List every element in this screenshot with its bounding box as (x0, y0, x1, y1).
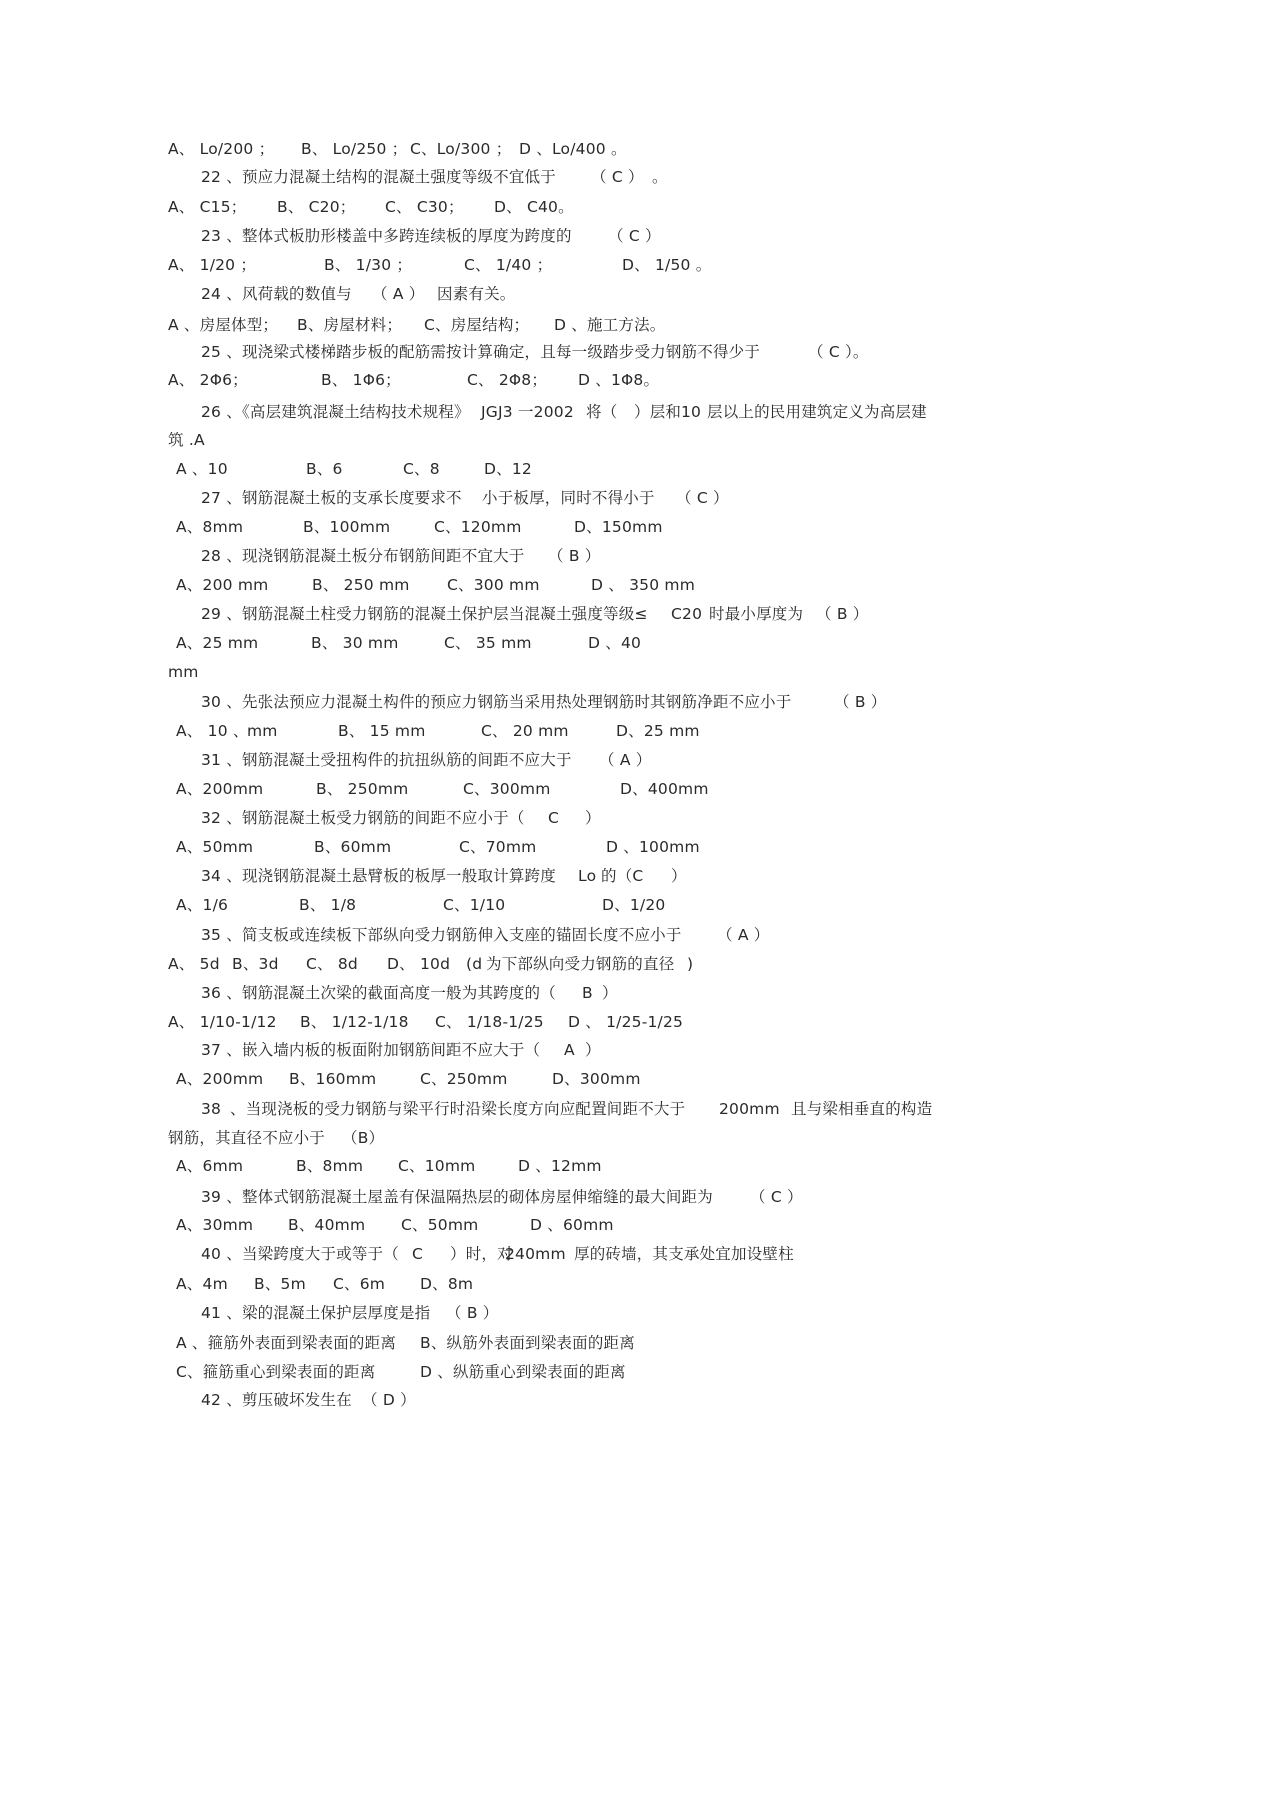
line-text-segment: ） (585, 1041, 601, 1059)
line-text-segment: （ C ） (591, 168, 644, 186)
line-text-segment: A、 C15； (168, 198, 247, 216)
line-text-segment: A、200 mm (176, 576, 269, 594)
line-text-segment: 29 、钢筋混凝土柱受力钢筋的混凝土保护层当混凝土强度等级≤ (201, 605, 648, 623)
line-text-segment: B、100mm (303, 518, 391, 536)
line-text-segment: C、箍筋重心到梁表面的距离 (176, 1363, 376, 1381)
line-text-segment: D 、100mm (606, 838, 700, 856)
line-text-segment: A、25 mm (176, 634, 259, 652)
line-text-segment: C、300mm (463, 780, 551, 798)
line-text-segment: C、 8d (306, 955, 358, 973)
line-text-segment: C20 (671, 605, 703, 623)
line-text-segment: D 、40 (588, 634, 642, 652)
line-text-segment: （B） (342, 1129, 385, 1147)
line-text-segment: D、1/20 (602, 896, 666, 914)
line-text-segment: ) (687, 955, 694, 973)
line-text-segment: 时最小厚度为 (709, 605, 804, 623)
line-text-segment: B、 1/12-1/18 (300, 1013, 409, 1031)
line-text-segment: B、8mm (296, 1157, 364, 1175)
line-text-segment: (d (466, 955, 483, 973)
line-text-segment: （ C ）。 (808, 343, 869, 361)
line-text-segment: B、160mm (289, 1070, 377, 1088)
line-text-segment: D、150mm (574, 518, 663, 536)
line-text-segment: 厚的砖墙，其支承处宜加设壁柱 (574, 1245, 794, 1263)
line-text-segment: （ A ） (372, 285, 425, 303)
line-text-segment: ）层和 (634, 403, 682, 421)
line-text-segment: 27 、钢筋混凝土板的支承长度要求不 (201, 489, 462, 507)
line-text-segment: D 、Lo/400 。 (519, 140, 627, 158)
line-text-segment: 34 、现浇钢筋混凝土悬臂板的板厚一般取计算跨度 (201, 867, 556, 885)
line-text-segment: 因素有关。 (437, 285, 516, 303)
line-text-segment: 筑 .A (168, 431, 205, 449)
line-text-segment: D、300mm (552, 1070, 641, 1088)
line-text-segment: A 、箍筋外表面到梁表面的距离 (176, 1334, 397, 1352)
line-text-segment: （ A ） (717, 926, 770, 944)
line-text-segment: （ C ） (676, 489, 729, 507)
line-text-segment: B、 30 mm (311, 634, 399, 652)
line-text-segment: C、 1/40 ； (464, 256, 553, 274)
line-text-segment: D 、12mm (518, 1157, 602, 1175)
line-text-segment: B、 15 mm (338, 722, 426, 740)
line-text-segment: B、房屋材料； (297, 316, 403, 334)
line-text-segment: （ B ） (548, 547, 601, 565)
line-text-segment: 22 、预应力混凝土结构的混凝土强度等级不宜低于 (201, 168, 556, 186)
line-text-segment: A、8mm (176, 518, 244, 536)
line-text-segment: JGJ3 一2002 (481, 403, 574, 421)
line-text-segment: D、25 mm (616, 722, 700, 740)
line-text-segment: （ B ） (816, 605, 869, 623)
line-text-segment: D、 10d (387, 955, 451, 973)
line-text-segment: C、300 mm (447, 576, 540, 594)
line-text-segment: 25 、现浇梁式楼梯踏步板的配筋需按计算确定，且每一级踏步受力钢筋不得少于 (201, 343, 761, 361)
line-text-segment: D、8m (420, 1275, 474, 1293)
line-text-segment: C、 2Φ8； (467, 371, 548, 389)
line-text-segment: mm (247, 722, 278, 740)
line-text-segment: A 、10 (176, 460, 228, 478)
line-text-segment: A (564, 1041, 575, 1059)
line-text-segment: A、4m (176, 1275, 228, 1293)
line-text-segment: A、1/6 (176, 896, 229, 914)
line-text-segment: （ B ） (834, 693, 887, 711)
line-text-segment: A、 Lo/200 ； (168, 140, 275, 158)
line-text-segment: （ C ） (608, 227, 661, 245)
line-text-segment: Lo (578, 867, 597, 885)
line-text-segment: C、6m (333, 1275, 386, 1293)
line-text-segment: C、120mm (434, 518, 522, 536)
line-text-segment: D 、60mm (530, 1216, 614, 1234)
line-text-segment: 24 、风荷载的数值与 (201, 285, 352, 303)
line-text-segment: A、200mm (176, 1070, 264, 1088)
line-text-segment: 41 、梁的混凝土保护层厚度是指 (201, 1304, 431, 1322)
line-text-segment: B、3d (232, 955, 279, 973)
line-text-segment: C、Lo/300 ； (410, 140, 512, 158)
line-text-segment: D 、 1/25-1/25 (568, 1013, 684, 1031)
line-text-segment: A、 5d (168, 955, 220, 973)
line-text-segment: 为下部纵向受力钢筋的直径 (486, 955, 675, 973)
line-text-segment: D 、纵筋重心到梁表面的距离 (420, 1363, 626, 1381)
line-text-segment: 200mm (719, 1100, 780, 1118)
line-text-segment: B (582, 984, 593, 1002)
line-text-segment: ） (602, 984, 618, 1002)
line-text-segment: A、30mm (176, 1216, 254, 1234)
line-text-segment: 38 (201, 1100, 222, 1118)
line-text-segment: B、 1/30 ； (324, 256, 413, 274)
line-text-segment: 36 、钢筋混凝土次梁的截面高度一般为其跨度的（ (201, 984, 556, 1002)
line-text-segment: 37 、嵌入墙内板的板面附加钢筋间距不应大于（ (201, 1041, 541, 1059)
line-text-segment: C、8 (403, 460, 440, 478)
line-text-segment: B、 1/8 (299, 896, 357, 914)
line-text-segment: 23 、整体式板肋形楼盖中多跨连续板的厚度为跨度的 (201, 227, 572, 245)
line-text-segment: ）时，对 (450, 1245, 513, 1263)
line-text-segment: B、5m (254, 1275, 306, 1293)
line-text-segment: 10 (681, 403, 702, 421)
line-text-segment: C、10mm (398, 1157, 476, 1175)
line-text-segment: 42 、剪压破坏发生在 (201, 1391, 352, 1409)
line-text-segment: （ D ） (362, 1391, 416, 1409)
line-text-segment: mm (168, 663, 199, 681)
line-text-segment: 小于板厚，同时不得小于 (482, 489, 655, 507)
line-text-segment: （ A ） (599, 751, 652, 769)
line-text-segment: C、70mm (459, 838, 537, 856)
line-text-segment: 钢筋，其直径不应小于 (168, 1129, 326, 1147)
line-text-segment: 将（ (586, 403, 618, 421)
line-text-segment: B、纵筋外表面到梁表面的距离 (420, 1334, 635, 1352)
line-text-segment: 35 、简支板或连续板下部纵向受力钢筋伸入支座的锚固长度不应小于 (201, 926, 682, 944)
line-text-segment: B、40mm (288, 1216, 366, 1234)
line-text-segment: 31 、钢筋混凝土受扭构件的抗扭纵筋的间距不应大于 (201, 751, 572, 769)
line-text-segment: B、 250 mm (312, 576, 410, 594)
line-text-segment: （ C ） (750, 1188, 803, 1206)
line-text-segment: 39 、整体式钢筋混凝土屋盖有保温隔热层的砌体房屋伸缩缝的最大间距为 (201, 1188, 713, 1206)
line-text-segment: 240mm (505, 1245, 566, 1263)
line-text-segment: 且与梁相垂直的构造 (791, 1100, 933, 1118)
line-text-segment: 30 、先张法预应力混凝土构件的预应力钢筋当采用热处理钢筋时其钢筋净距不应小于 (201, 693, 792, 711)
line-text-segment: A、 10 、 (176, 722, 249, 740)
line-text-segment: B、 C20； (277, 198, 356, 216)
line-text-segment: 层以上的民用建筑定义为高层建 (707, 403, 927, 421)
line-text-segment: B、6 (306, 460, 343, 478)
line-text-segment: C、50mm (401, 1216, 479, 1234)
line-text-segment: B、 1Φ6； (321, 371, 401, 389)
line-text-segment: C、 1/18-1/25 (435, 1013, 544, 1031)
line-text-segment: B、 Lo/250 ； (301, 140, 408, 158)
line-text-segment: B、60mm (314, 838, 392, 856)
line-text-segment: D 、施工方法。 (554, 316, 666, 334)
line-text-segment: D、12 (484, 460, 532, 478)
line-text-segment: 的（C (601, 867, 644, 885)
line-text-segment: B、 250mm (316, 780, 409, 798)
line-text-segment: A、 1/10-1/12 (168, 1013, 277, 1031)
line-text-segment: C、 35 mm (444, 634, 532, 652)
line-text-segment: A、6mm (176, 1157, 244, 1175)
line-text-segment: 、当现浇板的受力钢筋与梁平行时沿梁长度方向应配置间距不大于 (230, 1100, 686, 1118)
line-text-segment: C (548, 809, 560, 827)
line-text-segment: 。 (652, 168, 668, 186)
line-text-segment: D、400mm (620, 780, 709, 798)
line-text-segment: 28 、现浇钢筋混凝土板分布钢筋间距不宜大于 (201, 547, 525, 565)
line-text-segment: C、250mm (420, 1070, 508, 1088)
line-text-segment: ） (671, 867, 687, 885)
line-text-segment: 32 、钢筋混凝土板受力钢筋的间距不应小于（ (201, 809, 525, 827)
line-text-segment: C、1/10 (443, 896, 506, 914)
line-text-segment: C、 20 mm (481, 722, 569, 740)
line-text-segment: D、 1/50 。 (622, 256, 712, 274)
line-text-segment: A、 2Φ6； (168, 371, 248, 389)
line-text-segment: D、 C40。 (494, 198, 574, 216)
line-text-segment: C、 C30； (385, 198, 464, 216)
line-text-segment: D 、 350 mm (591, 576, 695, 594)
line-text-segment: 40 、当梁跨度大于或等于（ (201, 1245, 399, 1263)
line-text-segment: （ B ） (446, 1304, 499, 1322)
line-text-segment: A、200mm (176, 780, 264, 798)
line-text-segment: C (412, 1245, 424, 1263)
line-text-segment: A 、房屋体型； (168, 316, 279, 334)
line-text-segment: ） (585, 809, 601, 827)
line-text-segment: C、房屋结构； (424, 316, 530, 334)
line-text-segment: 26 、《高层建筑混凝土结构技术规程》 (201, 403, 470, 421)
line-text-segment: D 、1Φ8。 (578, 371, 660, 389)
line-text-segment: A、 1/20 ； (168, 256, 257, 274)
line-text-segment: A、50mm (176, 838, 254, 856)
